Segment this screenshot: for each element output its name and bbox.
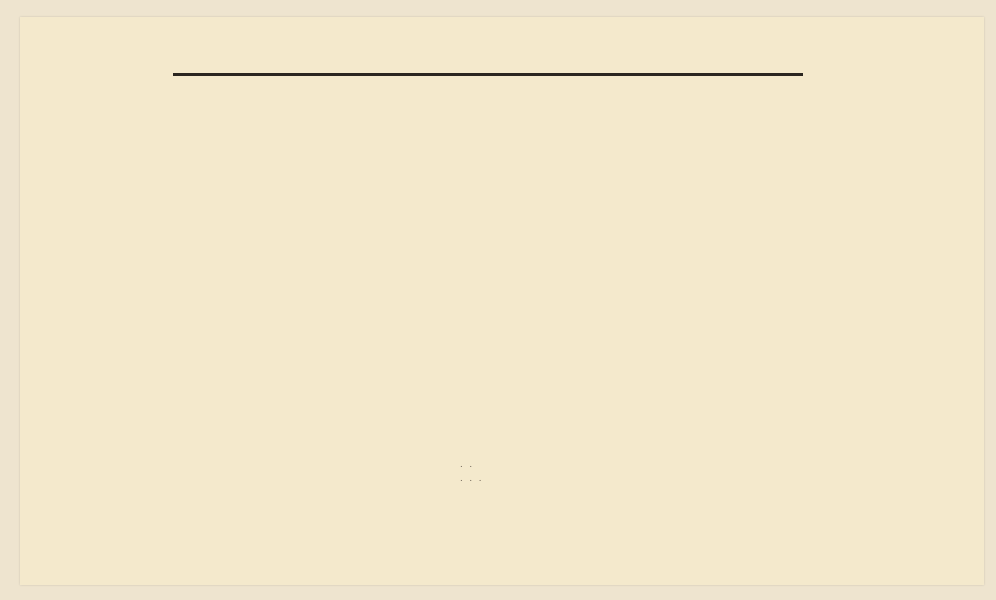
timetable-sheet: [20, 17, 984, 585]
loco-label: . . .: [460, 474, 484, 484]
weight-label: . .: [460, 460, 475, 470]
title-rule: [173, 73, 803, 76]
